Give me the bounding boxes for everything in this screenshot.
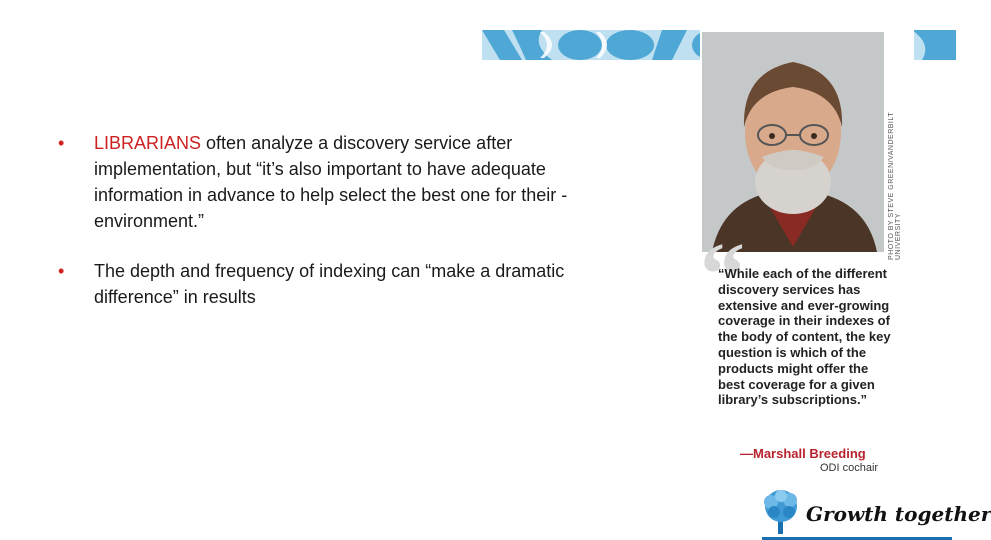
bullet-item bbox=[58, 258, 618, 310]
bullet-item bbox=[58, 130, 618, 234]
quote-author: —Marshall Breeding bbox=[740, 446, 866, 461]
growth-together-logo bbox=[754, 488, 991, 540]
logo-text: Growth together bbox=[806, 502, 991, 526]
portrait-photo bbox=[702, 32, 884, 252]
quote-author-role: ODI cochair bbox=[820, 462, 879, 474]
bullet-list bbox=[58, 130, 618, 334]
quote-mark: “ bbox=[700, 225, 745, 324]
bullet-marker: • bbox=[58, 133, 65, 153]
quote-text: “While each of the different discovery services has extensive and ever-growing coverage in their indexes of the body of content, the key question is which of the products might offer the best coverage for a given library’s subscriptions.” bbox=[718, 266, 891, 408]
tree-icon bbox=[756, 488, 806, 536]
bullet-marker: • bbox=[58, 261, 65, 281]
bullet-lead-text: LIBRARIANS bbox=[94, 133, 202, 153]
quote-card bbox=[700, 30, 914, 480]
bullet-text: often analyze a discovery service after implementation, but “it’s also important to have adequate information in advance to help select the best one for their -environment.” bbox=[94, 133, 568, 231]
photo-credit: PHOTO BY STEVE GREEN/VANDERBILT UNIVERSITY bbox=[888, 112, 902, 260]
bullet-text: The depth and frequency of indexing can “make a dramatic difference” in results bbox=[94, 261, 565, 307]
